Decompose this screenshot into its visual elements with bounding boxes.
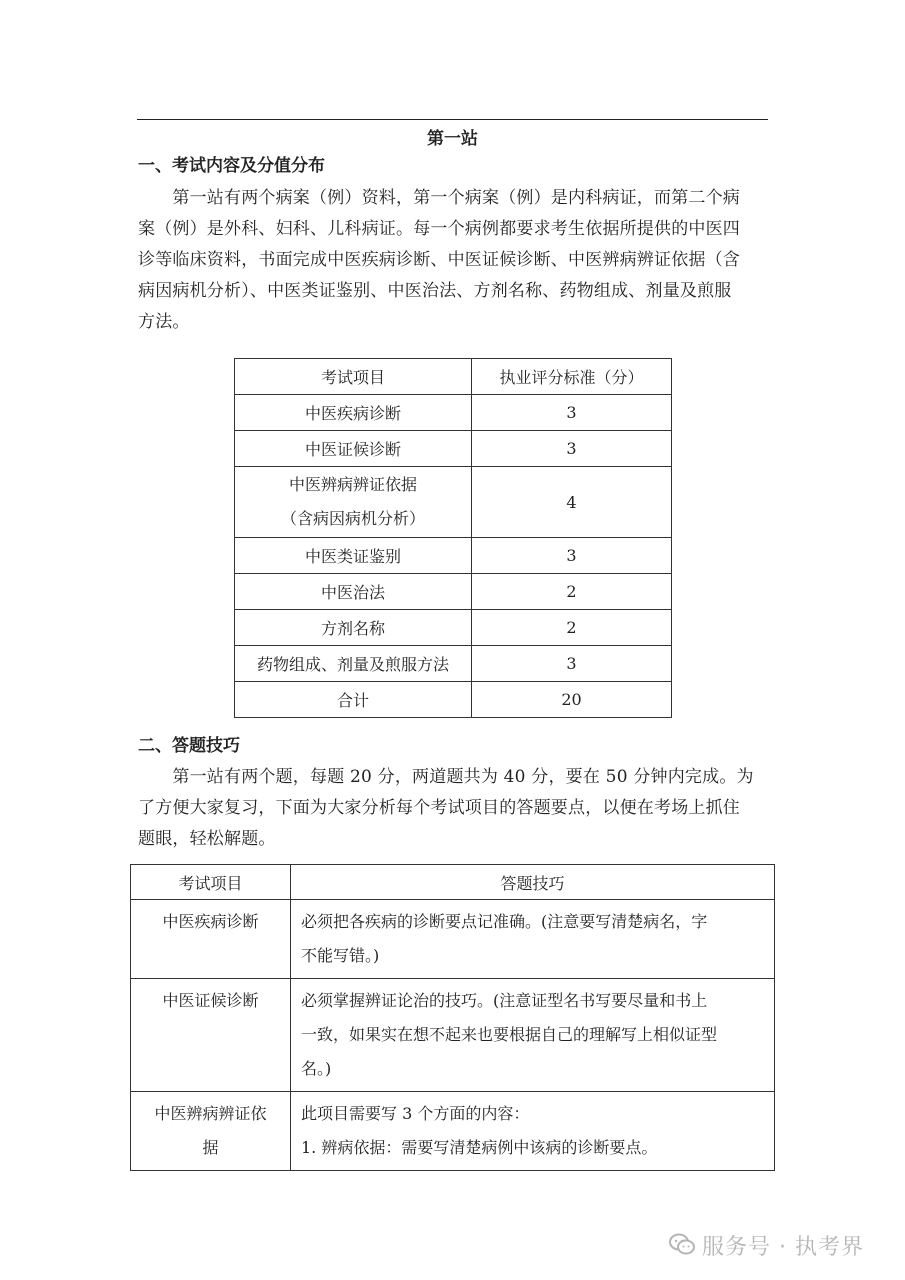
paragraph-line: 第一站有两个题，每题 20 分，两道题共为 40 分，要在 50 分钟内完成。为	[138, 767, 754, 787]
section2-heading: 二、答题技巧	[138, 736, 240, 756]
table-row	[235, 467, 672, 538]
item-cell: 中医疾病诊断	[235, 395, 472, 431]
table-row	[235, 646, 672, 682]
tips-table	[130, 864, 775, 1171]
table-header-row	[235, 359, 672, 395]
tip-line: 必须把各疾病的诊断要点记准确。(注意要写清楚病名，字	[301, 912, 708, 931]
score-cell: 2	[472, 574, 672, 610]
item-cell-line: （含病因病机分析）	[280, 509, 425, 528]
table-row	[235, 574, 672, 610]
watermark-text: 服务号 · 执考界	[702, 1235, 864, 1260]
score-table	[234, 358, 672, 718]
paragraph-line: 方法。	[138, 312, 190, 332]
score-cell: 3	[472, 538, 672, 574]
tip-cell	[291, 1092, 775, 1171]
score-cell: 20	[472, 682, 672, 718]
tip-line: 1. 辨病依据：需要写清楚病例中该病的诊断要点。	[301, 1138, 658, 1157]
item-cell-line: 中医辨病辨证依	[154, 1104, 267, 1123]
table-header-row	[131, 865, 775, 900]
tip-line: 不能写错。)	[301, 946, 380, 965]
section1-heading: 一、考试内容及分值分布	[138, 156, 325, 176]
item-cell	[131, 1092, 291, 1171]
paragraph-line: 题眼，轻松解题。	[138, 829, 276, 849]
table-row	[131, 979, 775, 1092]
wechat-icon	[668, 1232, 696, 1256]
section1-paragraph	[138, 183, 770, 338]
item-cell: 方剂名称	[235, 610, 472, 646]
section2-paragraph	[138, 762, 770, 855]
column-header-item: 考试项目	[131, 865, 291, 900]
table-row	[235, 395, 672, 431]
table-row	[235, 610, 672, 646]
tip-line: 名。)	[301, 1059, 332, 1078]
header-rule	[137, 119, 768, 120]
score-cell: 3	[472, 431, 672, 467]
column-header-score: 执业评分标准（分）	[472, 359, 672, 395]
tip-line: 必须掌握辨证论治的技巧。(注意证型名书写要尽量和书上	[301, 991, 708, 1010]
table-row	[235, 538, 672, 574]
column-header-tip: 答题技巧	[291, 865, 775, 900]
paragraph-line: 案（例）是外科、妇科、儿科病证。每一个病例都要求考生依据所提供的中医四	[138, 219, 740, 239]
table-row	[235, 431, 672, 467]
paragraph-line: 病因病机分析）、中医类证鉴别、中医治法、方剂名称、药物组成、剂量及煎服	[138, 281, 732, 301]
score-cell: 4	[472, 467, 672, 538]
score-cell: 2	[472, 610, 672, 646]
item-cell-line: 据	[202, 1138, 219, 1157]
paragraph-line: 第一站有两个病案（例）资料，第一个病案（例）是内科病证，而第二个病	[138, 188, 740, 208]
paragraph-line: 诊等临床资料，书面完成中医疾病诊断、中医证候诊断、中医辨病辨证依据（含	[138, 250, 740, 270]
item-cell: 中医治法	[235, 574, 472, 610]
item-cell: 中医疾病诊断	[131, 900, 291, 979]
column-header-item: 考试项目	[235, 359, 472, 395]
item-cell: 中医类证鉴别	[235, 538, 472, 574]
item-cell-line: 中医辨病辨证依据	[288, 475, 417, 494]
item-cell: 中医证候诊断	[235, 431, 472, 467]
score-cell: 3	[472, 646, 672, 682]
paragraph-line: 了方便大家复习，下面为大家分析每个考试项目的答题要点，以便在考场上抓住	[138, 798, 740, 818]
score-cell: 3	[472, 395, 672, 431]
tip-cell	[291, 979, 775, 1092]
table-row	[131, 900, 775, 979]
tip-line: 一致，如果实在想不起来也要根据自己的理解写上相似证型	[301, 1025, 718, 1044]
page-title: 第一站	[427, 129, 478, 149]
item-cell: 合计	[235, 682, 472, 718]
tip-line: 此项目需要写 3 个方面的内容：	[301, 1104, 530, 1123]
table-row-total	[235, 682, 672, 718]
table-row	[131, 1092, 775, 1171]
item-cell	[235, 467, 472, 538]
tip-cell	[291, 900, 775, 979]
item-cell: 中医证候诊断	[131, 979, 291, 1092]
item-cell: 药物组成、剂量及煎服方法	[235, 646, 472, 682]
